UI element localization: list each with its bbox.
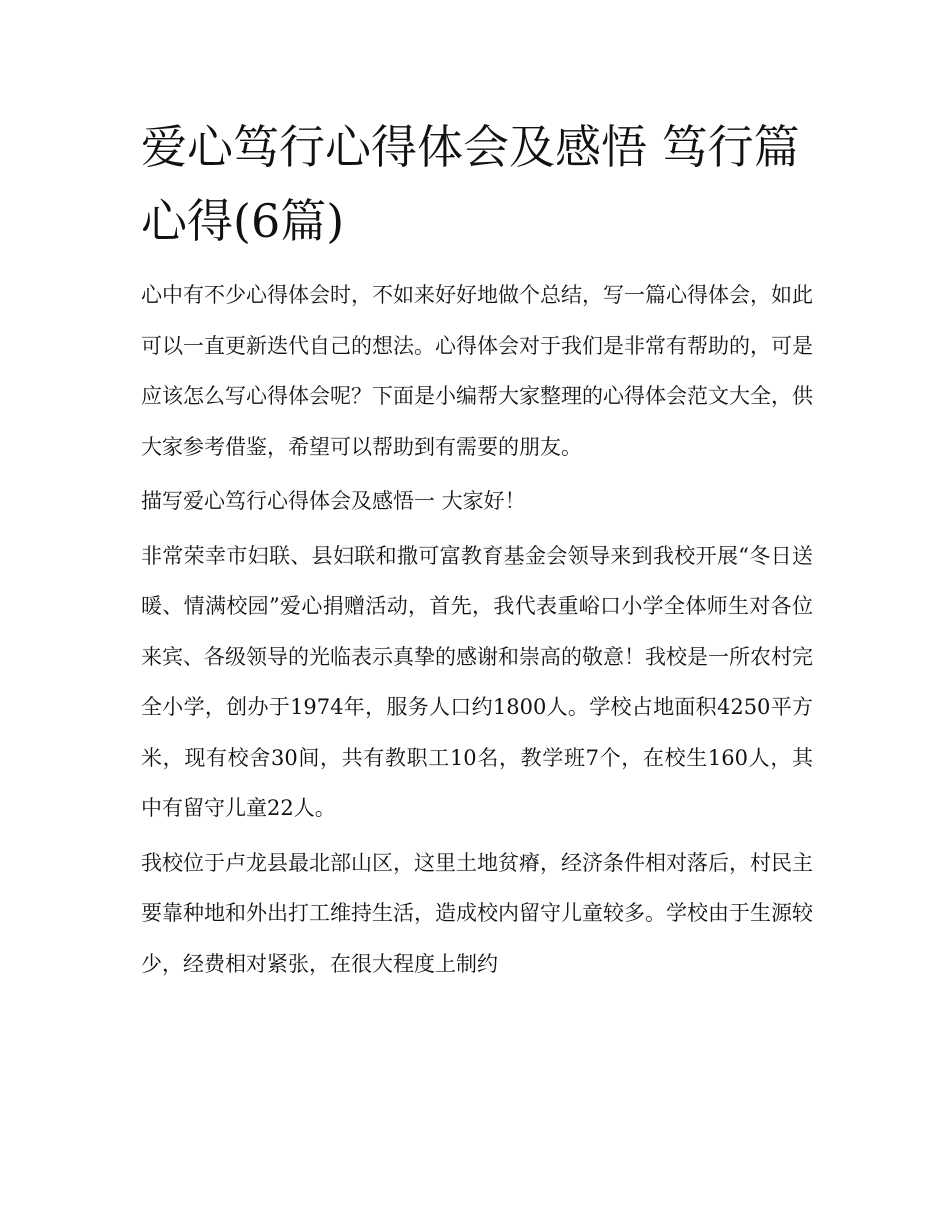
- intro-paragraph: 心中有不少心得体会时，不如来好好地做个总结，写一篇心得体会，如此可以一直更新迭代自己的想法。心得体会对于我们是非常有帮助的，可是应该怎么写心得体会呢？下面是小编帮大家整理的心得体会范文大全，供大家参考借鉴，希望可以帮助到有需要的朋友。: [141, 283, 813, 459]
- body-paragraph: 非常荣幸市妇联、县妇联和撒可富教育基金会领导来到我校开展“冬日送暖、情满校园”爱心捐赠活动，首先，我代表重峪口小学全体师生对各位来宾、各级领导的光临表示真挚的感谢和崇高的敬意！我校是一所农村完全小学，创办于1974年，服务人口约1800人。学校占地面积4250平方米，现有校舍30间，共有教职工10名，教学班7个，在校生160人，其中有留守儿童22人。: [141, 543, 813, 820]
- document-body: [141, 270, 813, 989]
- section-heading-paragraph: 描写爱心笃行心得体会及感悟一 大家好！: [141, 489, 526, 513]
- body-paragraph: 我校位于卢龙县最北部山区，这里土地贫瘠，经济条件相对落后，村民主要靠种地和外出打工维持生活，造成校内留守儿童较多。学校由于生源较少，经费相对紧张，在很大程度上制约: [141, 850, 813, 976]
- document-title: 爱心笃行心得体会及感悟 笃行篇心得(6篇): [141, 120, 800, 248]
- document-page: [141, 110, 813, 993]
